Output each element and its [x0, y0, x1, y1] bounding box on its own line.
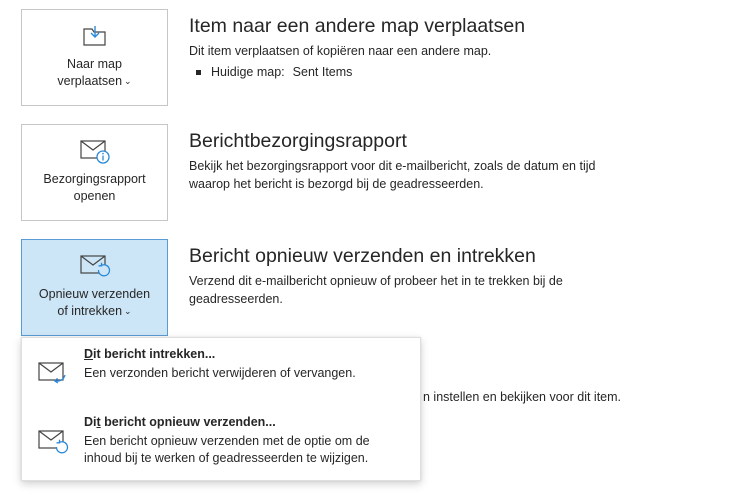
current-folder-value: Sent Items — [292, 65, 353, 79]
chevron-down-icon: ⌄ — [124, 76, 132, 86]
menu-item-recall-title: Dit bericht intrekken... — [84, 347, 216, 361]
menu-item-resend-title: Dit bericht opnieuw verzenden... — [84, 415, 276, 429]
resend-section-desc-line1: Verzend dit e-mailbericht opnieuw of probeer het in te trekken bij de — [189, 274, 563, 288]
move-tile-label-line1: Naar map — [67, 57, 122, 71]
mail-resend-icon — [22, 414, 84, 467]
resend-or-recall-button[interactable] — [21, 239, 168, 336]
delivery-tile-label-line1: Bezorgingsrapport — [43, 172, 146, 186]
chevron-down-icon: ⌄ — [124, 306, 132, 316]
delivery-section-desc-line1: Bekijk het bezorgingsrapport voor dit e-mailbericht, zoals de datum en tijd — [189, 159, 596, 173]
menu-item-recall-desc: Een verzonden bericht verwijderen of vervangen. — [84, 366, 356, 380]
resend-section — [189, 244, 732, 308]
partially-hidden-section-desc: n instellen en bekijken voor dit item. — [423, 390, 622, 404]
resend-tile-label-line2: of intrekken — [57, 304, 123, 318]
mail-resend-icon — [78, 251, 112, 281]
delivery-section-title: Berichtbezorgingsrapport — [189, 130, 407, 152]
menu-item-resend-desc-line1: Een bericht opnieuw verzenden met de optie om de — [84, 434, 370, 448]
mail-info-icon — [78, 136, 112, 166]
delivery-section — [189, 129, 732, 193]
resend-section-title: Bericht opnieuw verzenden en intrekken — [189, 245, 536, 267]
move-section-desc: Dit item verplaatsen of kopiëren naar een andere map. — [189, 44, 492, 58]
delivery-section-desc-line2: waarop het bericht is bezorgd bij de geadresseerden. — [189, 177, 484, 191]
open-delivery-report-button[interactable] — [21, 124, 168, 221]
delivery-tile-label-line2: openen — [73, 189, 116, 203]
current-folder-row — [189, 63, 732, 81]
move-tile-label-line2: verplaatsen — [57, 74, 123, 88]
folder-move-icon — [82, 21, 108, 51]
menu-item-resend-desc-line2: inhoud bij te werken of geadresseerden te wijzigen. — [84, 451, 369, 465]
bullet-icon — [196, 70, 201, 75]
mail-recall-icon — [22, 346, 84, 386]
move-to-folder-button[interactable] — [21, 9, 168, 106]
menu-item-resend[interactable] — [22, 414, 420, 467]
resend-tile-label-line1: Opnieuw verzenden — [38, 287, 151, 301]
resend-recall-dropdown-menu — [21, 337, 421, 481]
menu-item-recall[interactable] — [22, 346, 420, 386]
resend-section-desc-line2: geadresseerden. — [189, 292, 283, 306]
move-section-title: Item naar een andere map verplaatsen — [189, 15, 526, 37]
move-section — [189, 14, 732, 81]
current-folder-label: Huidige map: — [211, 65, 285, 79]
